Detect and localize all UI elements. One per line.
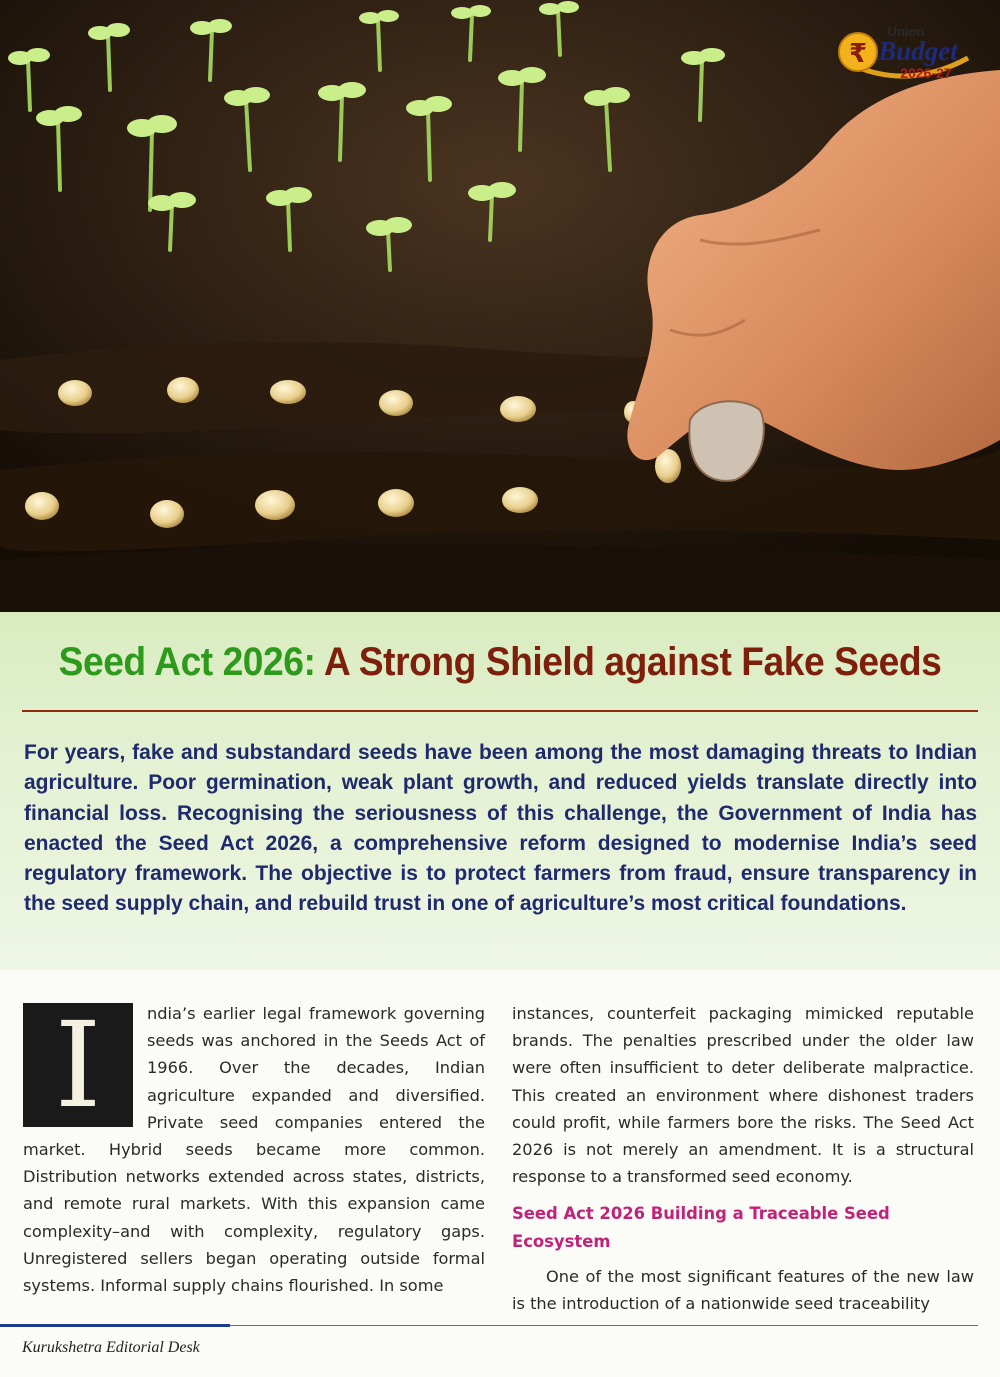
badge-year: 2026-27 [900,65,952,81]
body-text-col2-continued: One of the most significant features of the new law is the introduction of a nationwide seed traceability [512,1266,974,1314]
body-column-right [512,1000,974,1317]
footer-rule [230,1325,978,1326]
body-text-col1: ndia’s earlier legal framework governing seeds was anchored in the Seeds Act of 1966. Over the decades, Indian agriculture expanded and diversified. Private seed companies entered the market. Hybrid seeds became more common. Distribution networks extended across states, districts, and remote rural markets. With this expansion came complexity–and with complexity, regulatory gaps. Unregistered sellers began operating outside formal systems. Informal supply chains flourished. In some [23,1004,485,1296]
footer-accent-rule [0,1324,230,1327]
badge-union: Union [887,24,925,39]
title-part-2: A Strong Shield against Fake Seeds [323,640,942,684]
drop-cap: I [23,1003,133,1127]
hero-photo [0,0,1000,612]
title-part-1: Seed Act 2026: [58,640,316,684]
union-budget-badge [836,18,976,92]
body-column-left [23,996,485,1299]
badge-budget: Budget [878,36,958,66]
title-rule [22,710,978,712]
article-title [35,640,965,685]
section-subheading: Seed Act 2026 Building a Traceable Seed Ecosystem [512,1204,890,1251]
body-text-col2: instances, counterfeit packaging mimicked reputable brands. The penalties prescribed under the older law were often insufficient to deter deliberate malpractice. This created an environment where dishonest traders could profit, while farmers bore the risks. The Seed Act 2026 is not merely an amendment. It is a structural response to a transformed seed economy. [512,1004,974,1187]
footer-credit: Kurukshetra Editorial Desk [22,1339,200,1356]
intro-paragraph: For years, fake and substandard seeds have been among the most damaging threats to Indian agriculture. Poor germination, weak plant growth, and reduced yields translate directly into financial loss. Recognising the seriousness of this challenge, the Government of India has enacted the Seed Act 2026, a comprehensive reform designed to modernise India’s seed regulatory framework. The objective is to protect farmers from fraud, ensure transparency in the seed supply chain, and rebuild trust in one of agriculture’s most critical foundations. [24,741,977,916]
rupee-icon: ₹ [848,39,868,69]
